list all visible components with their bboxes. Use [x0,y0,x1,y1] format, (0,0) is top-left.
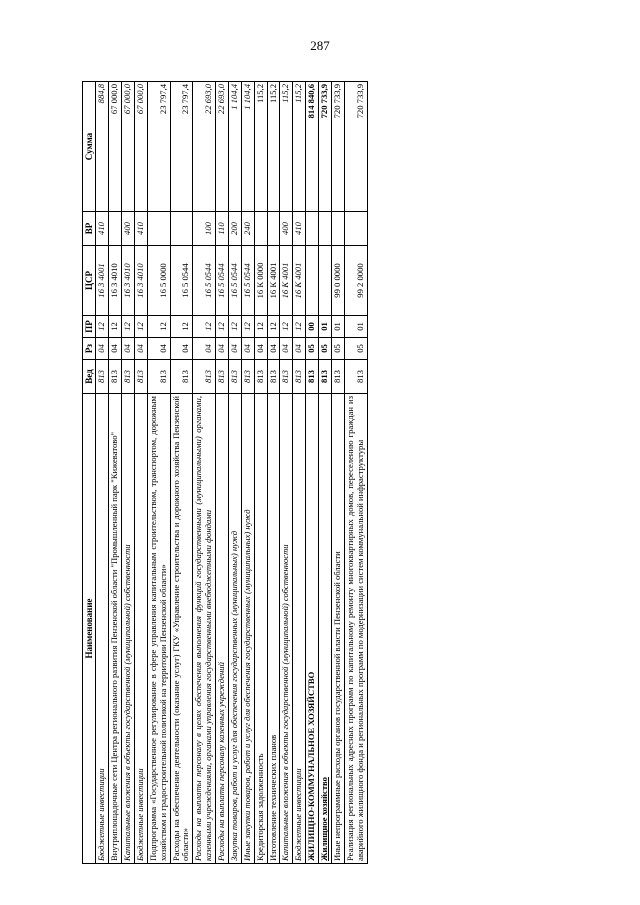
header-ved: Вед [83,360,96,394]
cell-sum: 115,2 [267,82,280,212]
cell-pr: 12 [122,316,135,338]
cell-name: Бюджетные инвестиции [134,394,147,864]
cell-sum: 22 693,0 [216,82,229,212]
cell-sum: 884,8 [96,82,109,212]
cell-sum: 1 104,4 [228,82,241,212]
cell-csr: 16 К 4001 [293,246,306,316]
cell-pr: 12 [228,316,241,338]
cell-vr: 240 [241,212,254,246]
cell-pr: 12 [170,316,193,338]
cell-ved: 813 [216,360,229,394]
cell-vr: 410 [293,212,306,246]
table-row [216,82,229,864]
cell-sum: 67 000,0 [109,82,122,212]
cell-csr: 16 К 4001 [280,246,293,316]
cell-ved: 813 [344,360,367,394]
cell-csr: 16 5 0544 [170,246,193,316]
cell-name: Расходы на выплаты персоналу казенных учреждений [216,394,229,864]
cell-name: Бюджетные инвестиции [96,394,109,864]
cell-name: Жилищное хозяйство [319,394,332,864]
cell-vr: 410 [96,212,109,246]
page-number: 287 [310,38,330,53]
cell-ved: 813 [228,360,241,394]
table-row [280,82,293,864]
cell-csr: 16 5 0544 [193,246,216,316]
budget-table [82,81,368,864]
cell-name: Бюджетные инвестиции [293,394,306,864]
cell-rz: 04 [134,338,147,360]
cell-sum: 1 104,4 [241,82,254,212]
cell-name: Подпрограмма «Государственное регулирование в сфере управления капитальным строительством, транспортом, дорожным хозяйством и градостроительной политикой на территории Пензенской области» [147,394,170,864]
cell-ved: 813 [134,360,147,394]
cell-pr: 12 [216,316,229,338]
cell-sum: 115,2 [280,82,293,212]
cell-name: Капитальные вложения в объекты государственной (муниципальной) собственности [280,394,293,864]
cell-pr: 12 [96,316,109,338]
cell-pr: 12 [147,316,170,338]
cell-csr: 16 3 4010 [122,246,135,316]
header-rz: Рз [83,338,96,360]
cell-ved: 813 [254,360,267,394]
cell-sum: 23 797,4 [147,82,170,212]
cell-csr: 16 5 0544 [228,246,241,316]
table-row [170,82,193,864]
cell-vr [147,212,170,246]
header-pr: ПР [83,316,96,338]
cell-sum: 22 693,0 [193,82,216,212]
cell-rz: 04 [96,338,109,360]
table-row [241,82,254,864]
cell-pr: 12 [254,316,267,338]
cell-vr: 400 [122,212,135,246]
cell-vr [170,212,193,246]
table-row [109,82,122,864]
cell-name: Внутриплощадочные сети Центра регионального развития Пензенской области "Промышленный парк "Кижеватово" [109,394,122,864]
cell-rz: 04 [293,338,306,360]
cell-csr: 99 0 0000 [331,246,344,316]
cell-vr: 400 [280,212,293,246]
table-row [147,82,170,864]
cell-pr: 00 [306,316,319,338]
cell-rz: 05 [306,338,319,360]
cell-vr [344,212,367,246]
table-body [96,82,367,864]
cell-sum: 115,2 [293,82,306,212]
cell-pr: 12 [241,316,254,338]
cell-vr: 100 [193,212,216,246]
cell-ved: 813 [267,360,280,394]
cell-ved: 813 [280,360,293,394]
cell-csr: 16 5 0544 [216,246,229,316]
cell-name: Расходы на обеспечение деятельности (оказание услуг) ГКУ «Управление строительства и дорожного хозяйства Пензенской области» [170,394,193,864]
cell-csr: 99 2 0000 [344,246,367,316]
table-row [267,82,280,864]
cell-csr [306,246,319,316]
cell-ved: 813 [193,360,216,394]
cell-rz: 04 [241,338,254,360]
cell-sum: 67 000,0 [122,82,135,212]
cell-pr: 12 [193,316,216,338]
table-row [96,82,109,864]
header-csr: ЦСР [83,246,96,316]
cell-name: Закупка товаров, работ и услуг для обеспечения государственных (муниципальных) нужд [228,394,241,864]
cell-ved: 813 [319,360,332,394]
cell-rz: 04 [109,338,122,360]
cell-ved: 813 [147,360,170,394]
rotated-table-wrapper [82,82,597,864]
cell-name: Иные непрограммные расходы органов государственной власти Пензенской области [331,394,344,864]
cell-pr: 12 [109,316,122,338]
cell-pr: 12 [267,316,280,338]
cell-name: Кредиторская задолженность [254,394,267,864]
cell-ved: 813 [109,360,122,394]
cell-name: Расходы на выплаты персоналу в целях обеспечения выполнения функций государственными (муниципальными) органами, казенными учреждениями, органами управления государственными внебюджетными фондами [193,394,216,864]
cell-pr: 12 [280,316,293,338]
cell-ved: 813 [293,360,306,394]
cell-pr: 12 [134,316,147,338]
cell-vr [331,212,344,246]
table-row [331,82,344,864]
cell-rz: 04 [228,338,241,360]
header-vr: ВР [83,212,96,246]
cell-pr: 01 [319,316,332,338]
cell-ved: 813 [122,360,135,394]
cell-vr: 110 [216,212,229,246]
cell-rz: 04 [122,338,135,360]
cell-sum: 814 840,6 [306,82,319,212]
table-row [293,82,306,864]
cell-rz: 04 [267,338,280,360]
cell-vr [306,212,319,246]
cell-pr: 01 [344,316,367,338]
cell-vr [267,212,280,246]
cell-rz: 04 [216,338,229,360]
cell-sum: 720 733,9 [331,82,344,212]
cell-csr: 16 5 0000 [147,246,170,316]
cell-rz: 04 [193,338,216,360]
cell-name: Иные закупки товаров, работ и услуг для обеспечения государственных (муниципальных) нужд [241,394,254,864]
cell-name: Реализация региональных адресных программ по капитальному ремонту многоквартирных домов, переселению граждан из аварийного жилищного фонда и региональных программ по модернизации систем коммунальной инфраструктуры [344,394,367,864]
cell-csr: 16 К 4001 [267,246,280,316]
cell-ved: 813 [96,360,109,394]
table-row [193,82,216,864]
cell-name: Изготовление технических планов [267,394,280,864]
table-row [306,82,319,864]
table-row [122,82,135,864]
cell-rz: 05 [319,338,332,360]
table-row [319,82,332,864]
cell-vr [254,212,267,246]
header-sum: Сумма [83,82,96,212]
cell-sum: 720 733,9 [319,82,332,212]
table-row [344,82,367,864]
cell-vr [109,212,122,246]
table-row [134,82,147,864]
cell-vr: 410 [134,212,147,246]
cell-sum: 67 000,0 [134,82,147,212]
cell-rz: 04 [170,338,193,360]
cell-rz: 04 [147,338,170,360]
cell-csr: 16 3 4001 [96,246,109,316]
cell-sum: 115,2 [254,82,267,212]
header-name: Наименование [83,394,96,864]
cell-rz: 05 [331,338,344,360]
table-row [254,82,267,864]
cell-csr: 16 5 0544 [241,246,254,316]
cell-ved: 813 [331,360,344,394]
cell-csr [319,246,332,316]
cell-pr: 12 [293,316,306,338]
cell-ved: 813 [241,360,254,394]
cell-vr: 200 [228,212,241,246]
cell-rz: 04 [254,338,267,360]
cell-csr: 16 3 4010 [134,246,147,316]
table-row [228,82,241,864]
cell-pr: 01 [331,316,344,338]
cell-vr [319,212,332,246]
cell-ved: 813 [306,360,319,394]
cell-ved: 813 [170,360,193,394]
cell-csr: 16 К 0000 [254,246,267,316]
cell-name: ЖИЛИЩНО-КОММУНАЛЬНОЕ ХОЗЯЙСТВО [306,394,319,864]
cell-csr: 16 3 4010 [109,246,122,316]
cell-rz: 05 [344,338,367,360]
table-header-row [83,82,96,864]
cell-name: Капитальные вложения в объекты государственной (муниципальной) собственности [122,394,135,864]
cell-sum: 23 797,4 [170,82,193,212]
cell-sum: 720 733,9 [344,82,367,212]
cell-rz: 04 [280,338,293,360]
